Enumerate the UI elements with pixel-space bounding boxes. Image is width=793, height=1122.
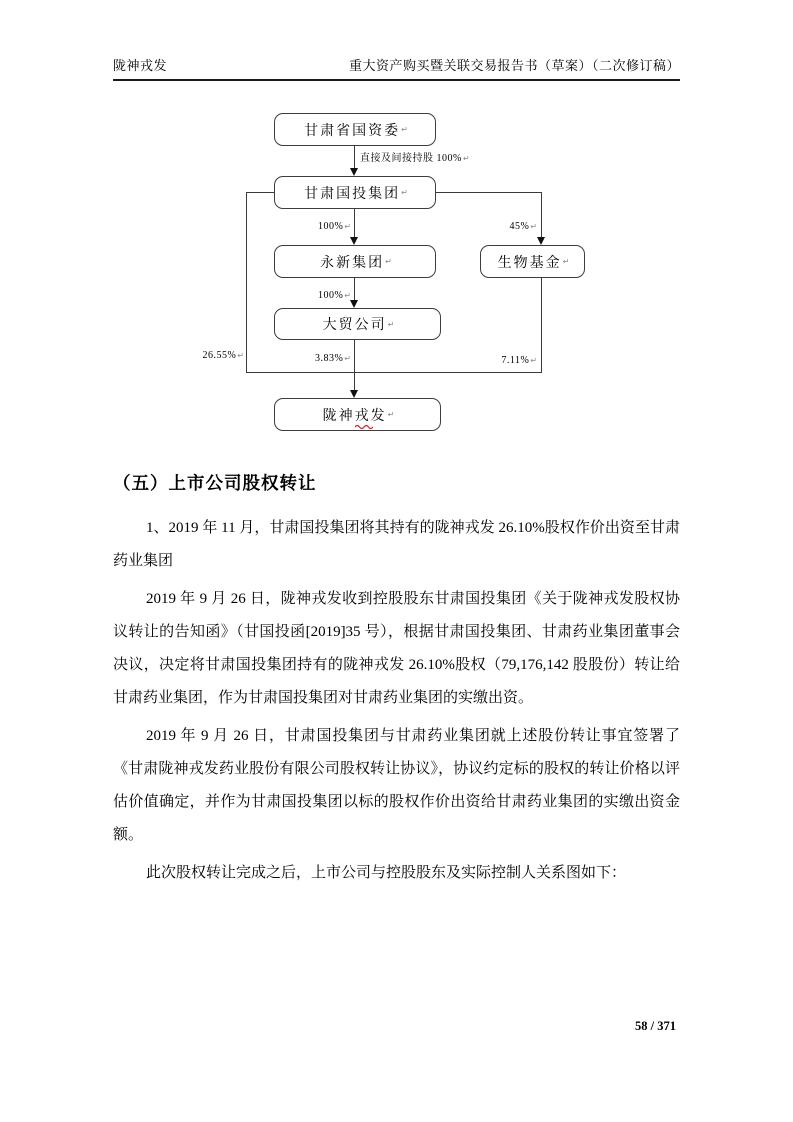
node-label: 甘肃省国资委 xyxy=(304,123,401,139)
edge-label-text: 45% xyxy=(509,221,530,232)
paragraph-subheading: 1、2019 年 11 月，甘肃国投集团将其持有的陇神戎发 26.10%股权作价出资至甘肃药业集团 xyxy=(113,520,680,569)
pilcrow-mark: ↵ xyxy=(344,354,351,363)
edge-label-damao-longshen xyxy=(315,353,351,364)
edge-label-guotou-longshen xyxy=(202,350,244,361)
pilcrow-mark: ↵ xyxy=(237,351,244,360)
edge-line-biofund-longshen xyxy=(541,278,542,372)
node-label: 甘肃国投集团 xyxy=(304,186,401,202)
pilcrow-mark: ↵ xyxy=(462,154,470,163)
edge-label-biofund-longshen xyxy=(501,355,537,366)
node-label: 戎 xyxy=(354,408,371,424)
edge-line-guotou-longshen xyxy=(246,192,247,372)
edge-line-damao-longshen xyxy=(354,340,355,391)
arrowhead-down-icon xyxy=(350,300,358,308)
pilcrow-mark: ↵ xyxy=(387,319,395,329)
edge-label-text: 26.55% xyxy=(202,350,237,361)
pilcrow-mark: ↵ xyxy=(401,188,408,197)
pilcrow-mark: ↵ xyxy=(387,410,395,419)
page-number: 58 / 371 xyxy=(635,1019,676,1033)
node-damao-company xyxy=(274,308,441,340)
pilcrow-mark: ↵ xyxy=(530,222,537,231)
node-gansu-sasac xyxy=(274,113,436,146)
node-gansu-guotou-group xyxy=(274,176,436,209)
pilcrow-mark: ↵ xyxy=(344,222,351,231)
node-longshen-rongfa xyxy=(274,398,441,431)
pilcrow-mark: ↵ xyxy=(562,257,570,266)
edge-label-text: 100% xyxy=(317,221,344,232)
pilcrow-mark: ↵ xyxy=(401,125,408,134)
edge-label-sasac-guotou xyxy=(360,149,470,164)
edge-line-guotou-yongxin xyxy=(354,209,355,238)
edge-label-text: 直接及间接持股 100% xyxy=(360,153,462,164)
edge-label-text: 7.11% xyxy=(501,355,530,366)
edge-line-guotou-left-stub xyxy=(246,192,274,193)
equity-structure-chart xyxy=(0,0,793,460)
node-label: 永新集团 xyxy=(320,255,385,271)
edge-line-collector xyxy=(246,372,542,373)
misspelled-word xyxy=(355,405,371,425)
edge-line-yongxin-damao xyxy=(354,278,355,301)
page-body xyxy=(113,470,680,895)
node-label: 发 xyxy=(370,408,387,424)
edge-line-guotou-biofund xyxy=(541,192,542,238)
edge-label-yongxin-damao xyxy=(318,290,351,301)
paragraph-transfer-agreement: 2019 年 9 月 26 日，甘肃国投集团与甘肃药业集团就上述股份转让事宜签署了《甘肃陇神戎发药业股份有限公司股权转让协议》，协议约定标的股权的转让价格以评估价值确定，并作为甘肃国投集团以标的股权作价出资给甘肃药业集团的实缴出资金额。 xyxy=(113,728,680,843)
pilcrow-mark: ↵ xyxy=(530,356,537,365)
edge-label-text: 100% xyxy=(317,290,344,301)
header-left-title: 陇神戎发 xyxy=(113,58,168,73)
node-label: 大贸公司 xyxy=(322,318,387,333)
arrowhead-down-icon xyxy=(350,168,358,176)
paragraph-lead-in: 此次股权转让完成之后，上市公司与控股股东及实际控制人关系图如下： xyxy=(146,865,627,881)
arrowhead-down-icon xyxy=(350,237,358,245)
pilcrow-mark: ↵ xyxy=(385,257,392,266)
arrowhead-down-icon xyxy=(537,237,545,245)
node-yongxin-group xyxy=(274,245,436,278)
arrowhead-down-icon xyxy=(350,390,358,398)
edge-line-guotou-right-stub xyxy=(436,192,541,193)
edge-label-guotou-yongxin xyxy=(318,221,351,232)
edge-label-text: 3.83% xyxy=(314,353,344,364)
spellcheck-wavy-underline-icon xyxy=(355,424,373,429)
section-heading: （五）上市公司股权转让 xyxy=(113,473,317,493)
edge-label-guotou-biofund xyxy=(509,221,537,232)
node-label: 生物基金 xyxy=(497,255,562,271)
node-bio-fund xyxy=(480,245,585,278)
paragraph-transfer-notice: 2019 年 9 月 26 日，陇神戎发收到控股股东甘肃国投集团《关于陇神戎发股权协议转让的告知函》（甘国投函[2019]35 号），根据甘肃国投集团、甘肃药业集团董事会决议，决定将甘肃国投集团持有的陇神戎发 26.10%股权（79,176,142 股股份）转让给甘肃药业集团，作为甘肃国投集团对甘肃药业集团的实缴出资。 xyxy=(113,591,680,706)
edge-line-sasac-guotou xyxy=(354,146,355,170)
pilcrow-mark: ↵ xyxy=(344,291,351,300)
header-right-title: 重大资产购买暨关联交易报告书（草案）（二次修订稿） xyxy=(348,58,680,73)
node-label: 陇神 xyxy=(322,408,355,424)
